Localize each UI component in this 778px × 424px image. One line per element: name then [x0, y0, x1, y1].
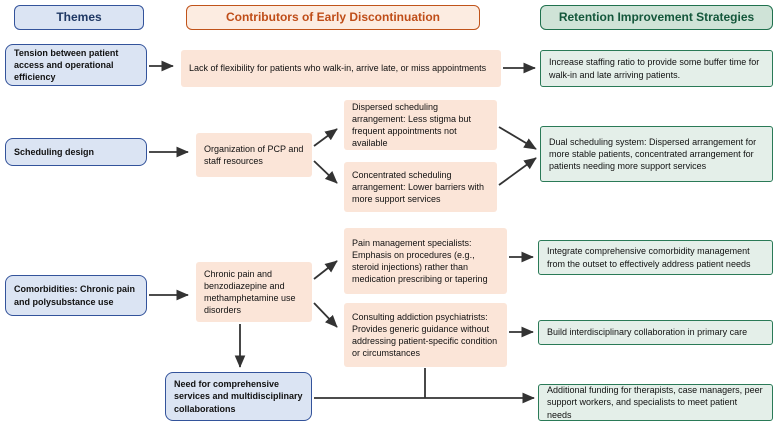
arrow-chronic-to-pain [314, 261, 337, 279]
strategy-box-comorbidity-management: Integrate comprehensive comorbidity management from the outset to effectively address patient needs [538, 240, 773, 275]
contributor-box-lack-of-flexibility: Lack of flexibility for patients who walk-in, arrive late, or miss appointments [181, 50, 501, 87]
arrow-organization-to-dispersed [314, 129, 337, 146]
arrow-chronic-to-consulting [314, 303, 337, 327]
theme-box-comorbidities: Comorbidities: Chronic pain and polysubstance use [5, 275, 147, 316]
contributor-box-pain-specialists: Pain management specialists: Emphasis on procedures (e.g., steroid injections) rather than medication prescribing or tapering [344, 228, 507, 294]
themes-header: Themes [14, 5, 144, 30]
arrow-organization-to-concentrated [314, 161, 337, 183]
contributor-box-organization-pcp: Organization of PCP and staff resources [196, 133, 312, 177]
contributor-box-addiction-psychiatrists: Consulting addiction psychiatrists: Provides generic guidance without addressing patient-specific condition or circumstances [344, 303, 507, 367]
strategy-box-staffing-ratio: Increase staffing ratio to provide some buffer time for walk-in and late arriving patients. [540, 50, 773, 87]
arrow-concentrated-to-dual [499, 158, 536, 185]
theme-box-tension: Tension between patient access and operational efficiency [5, 44, 147, 86]
theme-box-scheduling-design: Scheduling design [5, 138, 147, 166]
contributor-box-dispersed-scheduling: Dispersed scheduling arrangement: Less stigma but frequent appointments not available [344, 100, 497, 150]
strategy-box-dual-scheduling: Dual scheduling system: Dispersed arrangement for more stable patients, concentrated arrangement for patients needing more support services [540, 126, 773, 182]
strategy-box-interdisciplinary-collaboration: Build interdisciplinary collaboration in primary care [538, 320, 773, 345]
arrow-dispersed-to-dual [499, 127, 536, 149]
retention-header: Retention Improvement Strategies [540, 5, 773, 30]
contributor-box-concentrated-scheduling: Concentrated scheduling arrangement: Lower barriers with more support services [344, 162, 497, 212]
strategy-box-additional-funding: Additional funding for therapists, case managers, peer support workers, and specialists to meet patient needs [538, 384, 773, 421]
theme-box-comprehensive-services: Need for comprehensive services and multidisciplinary collaborations [165, 372, 312, 421]
contributor-box-chronic-pain: Chronic pain and benzodiazepine and methamphetamine use disorders [196, 262, 312, 322]
contributors-header: Contributors of Early Discontinuation [186, 5, 480, 30]
